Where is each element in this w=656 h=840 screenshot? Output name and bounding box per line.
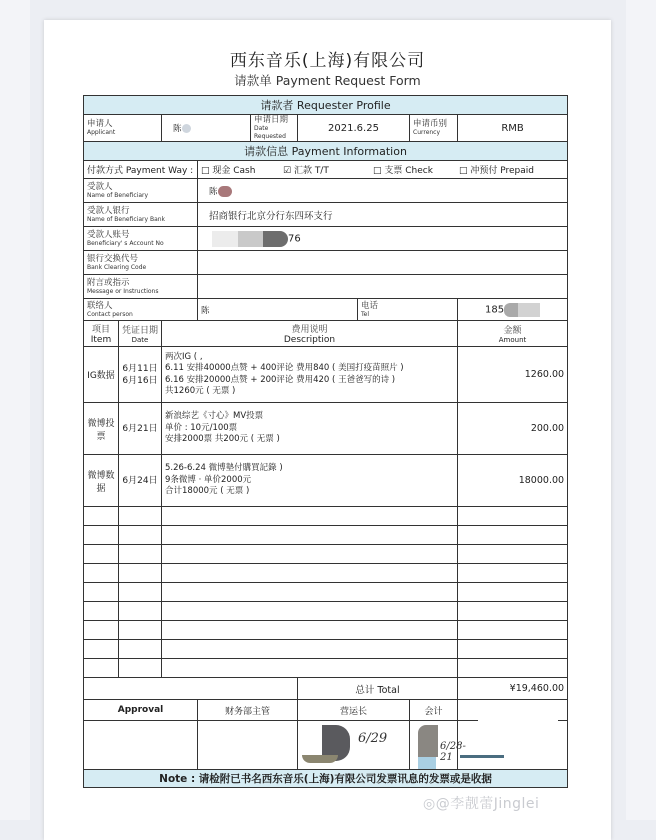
finance-head-signature [198, 721, 298, 770]
table-row [84, 347, 568, 403]
redaction-blur [518, 303, 540, 317]
finance-head-label: 财务部主管 [198, 700, 298, 721]
beneficiary-bank-row [84, 203, 568, 227]
date-requested-value: 2021.6.25 [298, 115, 410, 142]
item-cell: 微博投票 [84, 403, 119, 455]
items-header-row [84, 321, 568, 347]
date-cell: 6月11日 6月16日 [119, 347, 162, 403]
applicant-label: 申请人 Applicant [84, 115, 162, 142]
signature-date: 6/28-21 [440, 741, 466, 763]
form-title: 请款单 Payment Request Form [234, 73, 421, 88]
header-amount: 金额 Amount [458, 321, 568, 347]
signature-stroke [460, 755, 504, 758]
empty-row [84, 507, 568, 526]
table-row [84, 455, 568, 507]
item-cell: 微博数据 [84, 455, 119, 507]
account-value: 76 [198, 227, 568, 251]
payment-way-row [84, 161, 568, 179]
redaction-blur [212, 231, 238, 247]
redaction-blur [504, 303, 518, 317]
beneficiary-label: 受款人 Name of Beneficiary [84, 179, 198, 203]
total-label: 总计 Total [298, 678, 458, 700]
table-row [84, 403, 568, 455]
message-label: 附言或指示 Message or Instructions [84, 275, 198, 299]
accountant-signature [410, 721, 466, 770]
date-cell: 6月24日 [119, 455, 162, 507]
contact-row [84, 299, 568, 321]
tel-value: 185 [458, 299, 568, 321]
applicant-value: 陈 [162, 115, 251, 142]
requester-row [84, 115, 568, 142]
tel-label: 电话 Tel [358, 299, 458, 321]
beneficiary-row [84, 179, 568, 203]
approval-label: Approval [84, 700, 198, 721]
bank-clearing-row [84, 251, 568, 275]
payment-option-check[interactable]: □ 支票 Check [373, 166, 433, 176]
amount-cell: 1260.00 [458, 347, 568, 403]
beneficiary-bank-label: 受款人银行 Name of Beneficiary Bank [84, 203, 198, 227]
note-footer: Note : 请检附已书名西东音乐(上海)有限公司发票讯息的发票或是收据 [84, 770, 568, 788]
operations-head-signature [298, 721, 410, 770]
redaction-blur [263, 231, 288, 247]
header-item: 项目 Item [84, 321, 119, 347]
empty-row [84, 583, 568, 602]
empty-row [84, 621, 568, 640]
signature-row [84, 721, 568, 770]
bank-clearing-label: 银行交换代号 Bank Clearing Code [84, 251, 198, 275]
total-row [84, 678, 568, 700]
bank-clearing-value [198, 251, 568, 275]
accountant-label: 会计 [410, 700, 458, 721]
viewer-left-margin [0, 0, 30, 820]
payment-way-label: 付款方式 Payment Way : [84, 161, 198, 179]
payment-way-options [198, 161, 568, 179]
applicant-signature [458, 721, 568, 770]
payment-option-cash[interactable]: □ 现金 Cash [201, 166, 256, 176]
redaction-blur [238, 231, 263, 247]
currency-label: 申请币别 Currency [410, 115, 458, 142]
header-description: 费用说明 Description [162, 321, 458, 347]
contact-label: 联络人 Contact person [84, 299, 198, 321]
approval-signature [84, 721, 198, 770]
empty-row [84, 659, 568, 678]
payment-option-tt[interactable]: ☑ 汇款 T/T [283, 166, 329, 176]
item-cell: IG数据 [84, 347, 119, 403]
payment-request-form [83, 95, 568, 788]
payment-information-header: 请款信息 Payment Information [84, 142, 568, 161]
signature-date: 6/29 [358, 731, 388, 746]
empty-row [84, 564, 568, 583]
redaction-blur [182, 124, 191, 133]
document-page [44, 20, 611, 840]
weibo-icon: ◎ [423, 796, 436, 812]
account-row [84, 227, 568, 251]
signature-redaction [418, 725, 438, 757]
requester-profile-header: 请款者 Requester Profile [84, 96, 568, 115]
viewer-right-margin [626, 0, 656, 820]
redaction-blur [218, 186, 232, 197]
empty-row [84, 545, 568, 564]
contact-value: 陈 [198, 299, 358, 321]
total-value: ¥19,460.00 [458, 678, 568, 700]
amount-cell: 18000.00 [458, 455, 568, 507]
date-requested-label: 申请日期 Date Requested [251, 115, 298, 142]
description-cell: 两次IG ( , 6.11 安排40000点赞 + 400评论 费用840 ( 美国打疫苗照片 ) 6.16 安排20000点赞 + 200评论 费用420 ( 王爸爸写的诗 ) 共1260元 ( 无票 ) [162, 347, 458, 403]
beneficiary-bank-value: 招商银行北京分行东四环支行 [198, 203, 568, 227]
amount-cell: 200.00 [458, 403, 568, 455]
account-label: 受款人账号 Beneficiary' s Account No [84, 227, 198, 251]
weibo-watermark: ◎@李靓蕾Jinglei [423, 796, 540, 812]
payment-option-prepaid[interactable]: □ 冲预付 Prepaid [459, 166, 535, 176]
message-value [198, 275, 568, 299]
description-cell: 新浪综艺《寸心》MV投票 单价 : 10元/100票 安排2000票 共200元 ( 无票 ) [162, 403, 458, 455]
date-cell: 6月21日 [119, 403, 162, 455]
signature-redaction [418, 757, 436, 769]
empty-row [84, 602, 568, 621]
header-date: 凭证日期 Date [119, 321, 162, 347]
company-name: 西东音乐(上海)有限公司 [229, 51, 426, 71]
currency-value: RMB [458, 115, 568, 142]
signature-redaction [302, 755, 338, 763]
beneficiary-value: 陈 [198, 179, 568, 203]
description-cell: 5.26-6.24 微博墊付購買記錄 ) 9条微博 · 单价2000元 合计18000元 ( 无票 ) [162, 455, 458, 507]
operations-head-label: 营运长 [298, 700, 410, 721]
empty-row [84, 526, 568, 545]
signature-redaction [478, 701, 558, 751]
empty-row [84, 640, 568, 659]
message-row [84, 275, 568, 299]
